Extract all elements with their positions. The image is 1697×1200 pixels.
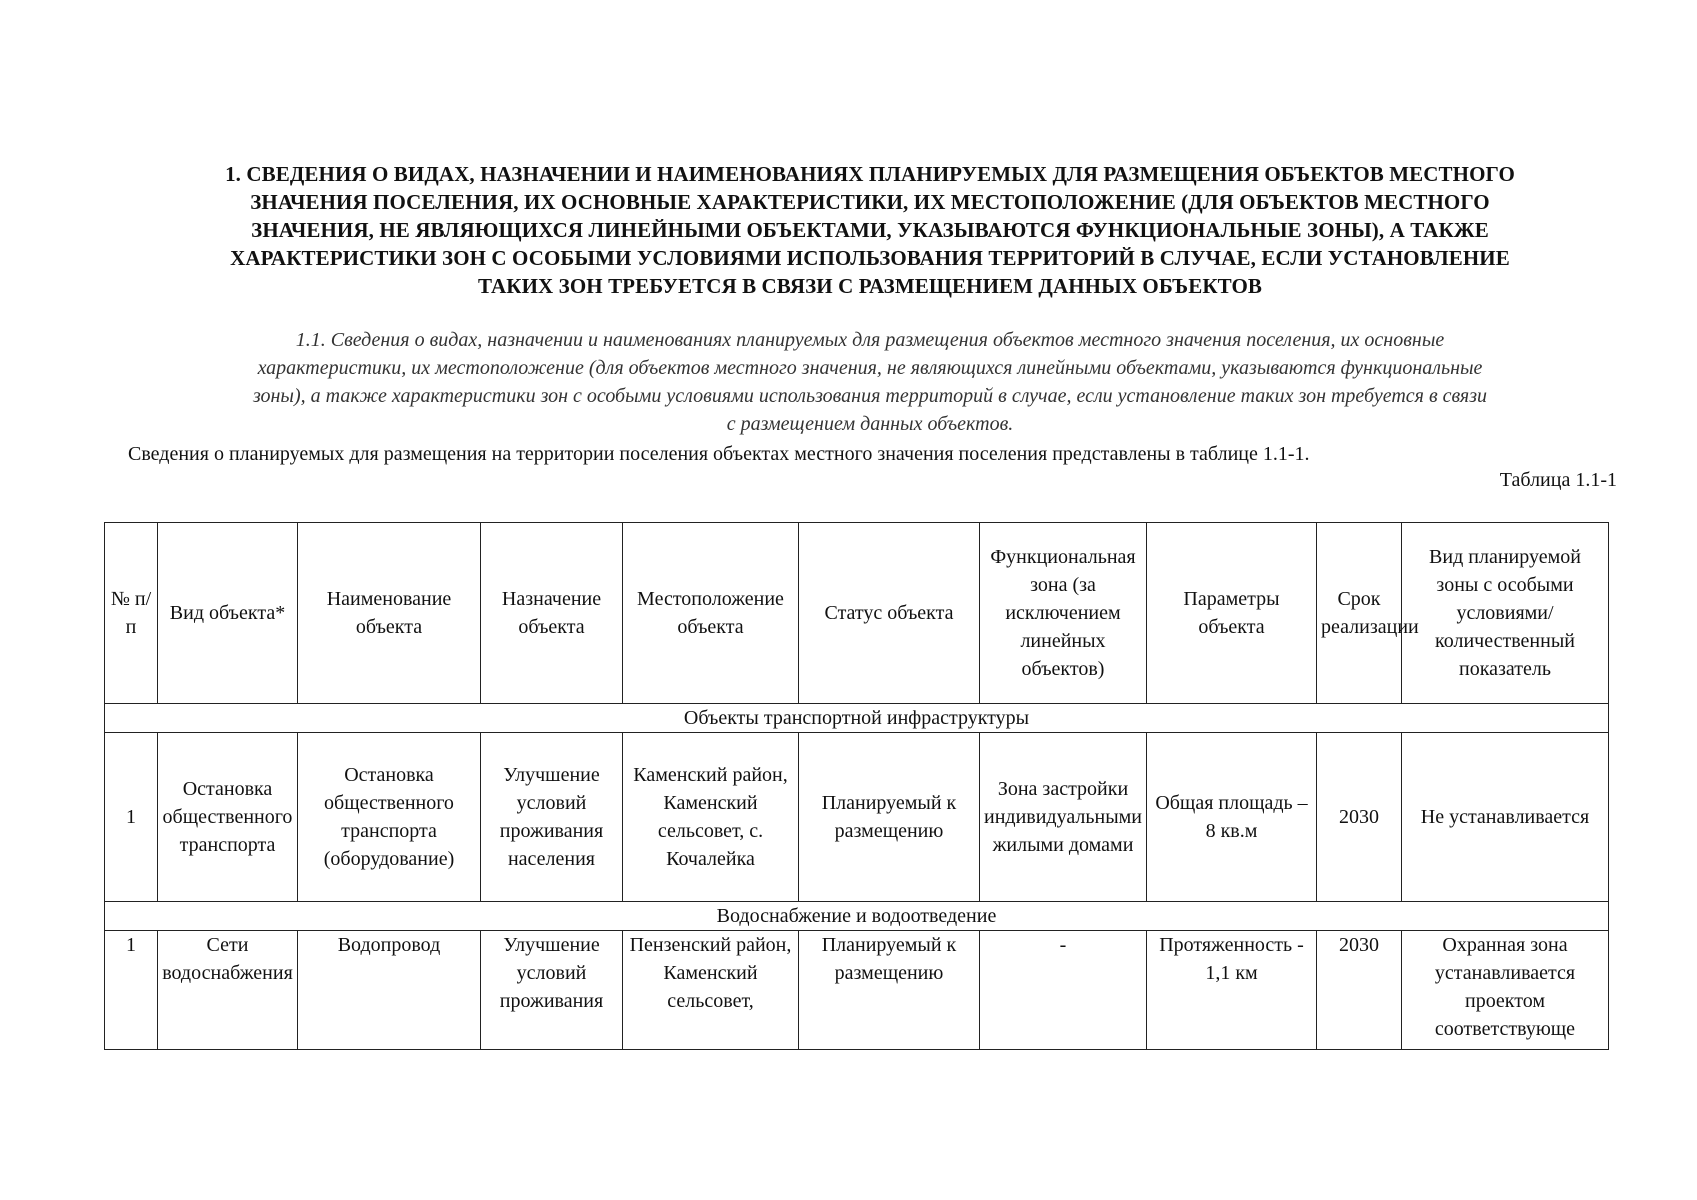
cell-purpose: Улучшение условий проживания населения [481, 733, 623, 902]
header-type: Вид объекта* [158, 523, 298, 704]
cell-params [1147, 931, 1317, 1050]
cell-text: Сети водоснабжения [162, 934, 293, 984]
cell-location: Каменский район, Каменский сельсовет, с. Кочалейка [623, 733, 799, 902]
section-heading [110, 160, 1630, 300]
header-location: Местоположение объекта [623, 523, 799, 704]
cell-num [105, 931, 158, 1050]
cell-term: 2030 [1317, 733, 1402, 902]
section-title: Объекты транспортной инфраструктуры [105, 704, 1609, 733]
cell-text: Протяженность - 1,1 км [1159, 934, 1304, 984]
cell-location [623, 931, 799, 1050]
table-row [105, 733, 1609, 902]
objects-table [104, 522, 1609, 1050]
header-special-zone: Вид планируемой зоны с особыми условиями/ количественный показатель [1402, 523, 1609, 704]
section-row [105, 902, 1609, 931]
cell-type [158, 931, 298, 1050]
cell-text: 1 [126, 934, 136, 956]
cell-text: Улучшение условий проживания [499, 934, 604, 1012]
heading-line: 1. СВЕДЕНИЯ О ВИДАХ, НАЗНАЧЕНИИ И НАИМЕНОВАНИЯХ ПЛАНИРУЕМЫХ ДЛЯ РАЗМЕЩЕНИЯ ОБЪЕКТОВ МЕСТНОГО [225, 162, 1515, 186]
cell-text: - [1059, 934, 1067, 956]
cell-type: Остановка общественного транспорта [158, 733, 298, 902]
subsection-heading [110, 326, 1630, 438]
cell-zone: Зона застройки индивидуальными жилыми домами [980, 733, 1147, 902]
header-status: Статус объекта [799, 523, 980, 704]
table-caption: Таблица 1.1-1 [1499, 469, 1617, 491]
heading-line: ХАРАКТЕРИСТИКИ ЗОН С ОСОБЫМИ УСЛОВИЯМИ ИСПОЛЬЗОВАНИЯ ТЕРРИТОРИЙ В СЛУЧАЕ, ЕСЛИ УСТАНОВЛЕНИЕ [230, 246, 1510, 270]
cell-special-zone: Не устанавливается [1402, 733, 1609, 902]
intro-paragraph: Сведения о планируемых для размещения на территории поселения объектах местного значения поселения представлены в таблице 1.1-1. [128, 443, 1310, 465]
header-name: Наименование объекта [298, 523, 481, 704]
cell-status [799, 931, 980, 1050]
table-header-row [105, 523, 1609, 704]
subheading-line: зоны), а также характеристики зон с особыми условиями использования территорий в случае, если установление таких зон требуется в связи [252, 385, 1488, 407]
section-title: Водоснабжение и водоотведение [105, 902, 1609, 931]
cell-status: Планируемый к размещению [799, 733, 980, 902]
cell-text: Планируемый к размещению [821, 934, 957, 984]
cell-num: 1 [105, 733, 158, 902]
section-row [105, 704, 1609, 733]
cell-purpose [481, 931, 623, 1050]
table-row [105, 931, 1609, 1050]
cell-text: 2030 [1339, 934, 1379, 956]
cell-zone [980, 931, 1147, 1050]
cell-special-zone [1402, 931, 1609, 1050]
cell-name: Остановка общественного транспорта (оборудование) [298, 733, 481, 902]
header-term: Срок реализации [1317, 523, 1402, 704]
cell-text: Пензенский район, Каменский сельсовет, [629, 934, 792, 1012]
heading-line: ЗНАЧЕНИЯ ПОСЕЛЕНИЯ, ИХ ОСНОВНЫЕ ХАРАКТЕРИСТИКИ, ИХ МЕСТОПОЛОЖЕНИЕ (ДЛЯ ОБЪЕКТОВ МЕСТНОГО [250, 190, 1490, 214]
cell-text: Водопровод [337, 934, 441, 956]
subheading-line: характеристики, их местоположение (для объектов местного значения, не являющихся линейными объектами, указываются функциональные [257, 357, 1483, 379]
cell-params: Общая площадь – 8 кв.м [1147, 733, 1317, 902]
cell-text: Охранная зона устанавливается проектом соответствующе [1434, 934, 1576, 1040]
subheading-line: 1.1. Сведения о видах, назначении и наименованиях планируемых для размещения объектов местного значения поселения, их основные [295, 329, 1445, 351]
header-purpose: Назначение объекта [481, 523, 623, 704]
cell-name [298, 931, 481, 1050]
header-params: Параметры объекта [1147, 523, 1317, 704]
heading-line: ЗНАЧЕНИЯ, НЕ ЯВЛЯЮЩИХСЯ ЛИНЕЙНЫМИ ОБЪЕКТАМИ, УКАЗЫВАЮТСЯ ФУНКЦИОНАЛЬНЫЕ ЗОНЫ), А ТАКЖЕ [251, 218, 1489, 242]
cell-term [1317, 931, 1402, 1050]
header-zone: Функциональная зона (за исключением линейных объектов) [980, 523, 1147, 704]
subheading-line: с размещением данных объектов. [726, 413, 1014, 435]
heading-line: ТАКИХ ЗОН ТРЕБУЕТСЯ В СВЯЗИ С РАЗМЕЩЕНИЕМ ДАННЫХ ОБЪЕКТОВ [477, 274, 1263, 298]
header-num: № п/п [105, 523, 158, 704]
